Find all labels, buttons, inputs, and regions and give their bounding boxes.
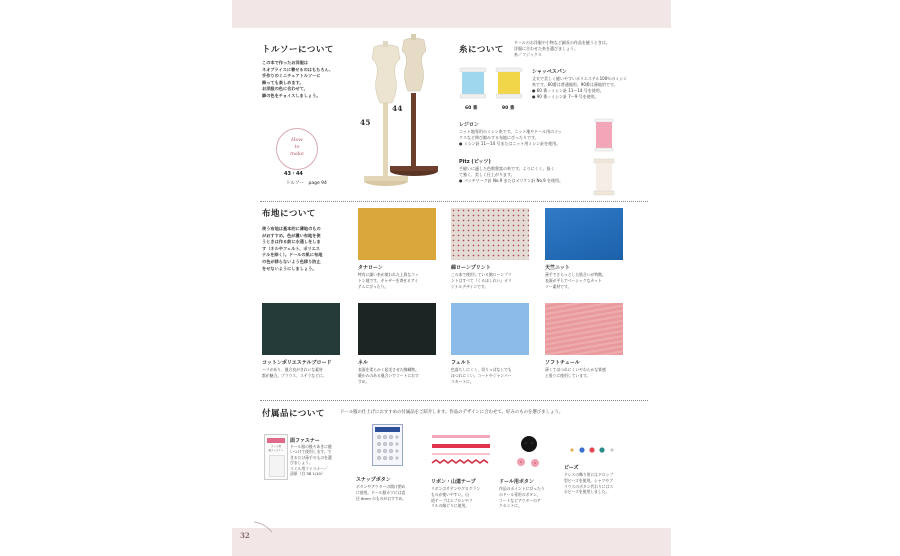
fabric-desc-line: ジナルデザインです。 — [451, 284, 489, 289]
fabric-intro — [262, 226, 354, 272]
torso-ref-page: トルソー page 94 — [286, 181, 327, 186]
pitz-title: Pitz (ピッツ) — [459, 159, 491, 165]
swatch-jersey-knit — [545, 208, 623, 260]
fabric-desc-line: トン地です。ギャザーを寄せるアイ — [358, 278, 419, 283]
notion-desc-line: ラウスのボタン代わりにはス — [564, 483, 614, 489]
thread-intro-line: 糸／フジックス — [514, 52, 542, 57]
notion-desc — [290, 444, 362, 476]
swatch-lawn-print — [451, 208, 529, 260]
fabric-desc-line: 特有に細い糸が使われた上質なコッ — [358, 272, 419, 277]
fabric-name: 綿ローンプリント — [451, 265, 491, 271]
torso-ref-numbers: 43・44 — [284, 171, 303, 177]
notion-name: ビーズ — [564, 465, 579, 471]
howto-line: make — [290, 151, 304, 157]
fabric-desc — [262, 367, 342, 379]
how-to-make-badge — [276, 128, 318, 170]
catalog-page — [232, 0, 671, 556]
schappe-line: 糸です。60番は普通地用、90番は薄地用です。 — [532, 82, 618, 87]
fabric-desc-line: 暖かみのある風合いでコートにおす — [358, 373, 419, 378]
fabric-desc-line: と張りに使用しています。 — [545, 373, 591, 378]
fabric-name: フェルト — [451, 360, 471, 366]
fabric-name: タナローン — [358, 265, 383, 271]
notion-desc — [564, 472, 636, 495]
resilon-spool-photo — [592, 118, 616, 152]
fabric-desc — [358, 272, 438, 290]
notion-desc-line: 型ビーズを使用。シャツやブ — [564, 477, 613, 483]
notion-desc-line: リルの縁どりに使用。 — [431, 503, 469, 509]
notion-name: スナップボタン — [356, 477, 391, 483]
spool-90-label: 90 番 — [502, 106, 515, 111]
notion-desc-line: 清原（白 38 1/10） — [290, 471, 325, 477]
torso-line: 手作りのミニチュアトルソーに — [262, 73, 321, 79]
schappe-line: ● 60 番＝ミシン針 11〜14 号を使用。 — [532, 88, 604, 93]
torso-label-44: 44 — [392, 104, 403, 113]
fabric-desc-line: ハリがあり、風合良がきれいな素材 — [262, 367, 323, 372]
howto-line: to — [294, 144, 300, 150]
snap-card-header — [375, 427, 400, 432]
thread-section-title: 糸について — [459, 45, 504, 55]
notion-desc-line: のドール専用のボタン。 — [499, 491, 541, 497]
schappe-title: シャッペスパン — [532, 69, 567, 75]
notion-desc-line: スミル用ファスナー／ — [290, 465, 328, 471]
fabric-desc — [451, 367, 531, 385]
snap-buttons-grid — [376, 434, 399, 462]
velcro-package-stripe — [267, 438, 285, 443]
resilon-line: ● ミシン針 11〜14 号またはニット用ミシン針を使用。 — [459, 141, 561, 146]
fabric-desc-line: スカートに。 — [451, 379, 474, 384]
velcro-package-label — [266, 445, 286, 452]
fabric-name: 天竺ニット — [545, 265, 570, 271]
resilon-line: ニット地専用のミシン糸です。ニット地やドール用のソッ — [459, 129, 562, 134]
notion-desc-line: ボタンやアウターの開け閉め — [356, 484, 406, 489]
resilon-line: クスなど伸び縮みする布地にぴったりです。 — [459, 135, 539, 140]
notion-desc-line: いつけて使用します。で — [290, 449, 332, 455]
notion-name: ドール用ボタン — [499, 479, 534, 485]
velcro-package-photo — [264, 434, 288, 480]
notion-desc-line: 径 6mm のものがおすすめ。 — [356, 495, 407, 501]
page-number: 32 — [240, 531, 250, 540]
thread-intro-line: 洋服に合わせた糸を選びましょう。 — [514, 46, 578, 51]
section-divider — [260, 201, 648, 202]
pitz-description — [459, 166, 594, 184]
torso-line: 脚の色をチョイスしましょう。 — [262, 92, 321, 98]
torso-line: ネオブライスに着せるのはもちろん、 — [262, 66, 334, 72]
torso-photo — [350, 33, 450, 193]
fabric-desc-line: 薄くてほつれにくいやわらかな質感 — [545, 367, 606, 372]
resilon-description — [459, 129, 594, 147]
notions-intro: ドール服の仕上げにおすすめの付属品をご紹介します。作品のデザインに合わせて、好みのものを選びましょう。 — [340, 410, 564, 415]
notion-desc-line: きるだけ薄手のものを選 — [290, 454, 332, 460]
fabric-intro-line: がおすすめ。色が濃い布地を使 — [262, 232, 321, 238]
swatch-cotton-poly-broad — [262, 303, 340, 355]
section-divider — [260, 400, 648, 401]
torso-line: 飾っても楽しめます。 — [262, 79, 304, 85]
fabric-desc — [545, 272, 625, 290]
notion-desc — [431, 486, 495, 509]
corner-curve-decoration — [254, 521, 274, 533]
fabric-desc-line: ソー素材です。 — [545, 284, 572, 289]
pitz-line: ● パッチワーク針 No.9 またはメリケン針 No.9 を使用。 — [459, 178, 563, 183]
fabric-desc-line: テムにぴったり。 — [358, 284, 389, 289]
pitz-line: て強く、美しく仕上がります。 — [459, 172, 515, 177]
notion-desc-line: ものが使いやすい。山 — [431, 491, 469, 497]
torso-section-title: トルソーについて — [262, 45, 334, 55]
fabric-desc-line: 表面を柔らかく起毛させた綿織物。 — [358, 367, 419, 372]
fabric-desc-line: ントはすべて『くるほしれい』オリ — [451, 278, 512, 283]
notion-desc-line: 道テープはエプロンやフ — [431, 497, 473, 503]
ribbons-photo — [430, 432, 492, 470]
bottom-band — [232, 528, 671, 556]
swatch-flannel — [358, 303, 436, 355]
notion-desc-line: 作品のポイントにぴったり — [499, 486, 545, 491]
notion-desc-line: に使用。ドール服カツには直 — [356, 489, 406, 495]
fabric-section-title: 布地について — [262, 209, 316, 219]
fabric-desc — [545, 367, 625, 379]
package-text-line: スミル用 — [270, 445, 281, 448]
fabric-desc-line: この本で使用している綿ローンプリ — [451, 272, 512, 277]
torso-line: この本で作ったお洋服は — [262, 60, 309, 65]
notion-desc-line: ドレスの飾り用にはドロップ — [564, 472, 614, 477]
torso-label-45: 45 — [360, 118, 371, 127]
spool-60-label: 60 番 — [465, 106, 478, 111]
torso-line: お洋服の色に合わせて、 — [262, 86, 308, 92]
fabric-desc — [358, 367, 438, 385]
swatch-felt — [451, 303, 529, 355]
fabric-desc-line: すめ。 — [358, 379, 370, 384]
fabric-desc — [451, 272, 531, 290]
pitz-line: 手縫いに適した色数豊富の糸です。よりにくく、扱く — [459, 166, 555, 171]
fabric-intro-line: の色が移らないよう色移り防止 — [262, 258, 321, 264]
thread-intro — [514, 40, 664, 58]
schappe-line: 丈夫で美しく縫いやすいポリエステル100％のミシン — [532, 76, 628, 81]
notions-section-title: 付属品について — [262, 409, 325, 419]
velcro-strip — [269, 455, 285, 477]
notion-desc-line: コートなどアウターのア — [499, 497, 541, 503]
top-band — [232, 0, 671, 28]
notion-desc-line: ドール服の後ろあきに縫 — [290, 444, 332, 449]
notion-desc-line: びましょう。 — [290, 460, 313, 466]
notion-name: 面ファスナー — [290, 438, 320, 444]
fabric-intro-line: テルを除く）。ドールの肌に布地 — [262, 252, 323, 258]
fabric-desc-line: 表面が平らでベーシックなカット — [545, 278, 602, 283]
fabric-intro-line: をせないようにしましょう。 — [262, 265, 317, 271]
fabric-desc-line: 薄手でさらっとした肌合いが特徴。 — [545, 272, 606, 277]
fabric-name: ネル — [358, 360, 369, 366]
fabric-intro-line: うときは作る前に水通しをしま — [262, 239, 321, 245]
notion-desc-line: リボンはサテンやグログラン — [431, 486, 481, 491]
thread-intro-line: ドールのお洋服や小物など細長の作品を縫うときは、 — [514, 40, 610, 45]
notion-desc-line: クセントに。 — [499, 503, 522, 509]
fabric-name: コットンポリエステルブロード — [262, 360, 332, 366]
schappe-description — [532, 76, 672, 100]
swatch-tana-lawn — [358, 208, 436, 260]
howto-line: How — [291, 137, 303, 143]
schappe-spools-photo — [458, 66, 528, 106]
notion-desc — [356, 484, 428, 501]
swatch-soft-tulle — [545, 303, 623, 355]
doll-buttons-photo — [504, 432, 554, 474]
beads-photo — [564, 436, 624, 466]
package-text-line: 面ファスナー — [268, 448, 284, 452]
notion-name: リボン・山道テープ — [431, 479, 476, 485]
schappe-line: ● 90 番＝ミシン針 7〜9 号を使用。 — [532, 94, 599, 99]
pitz-spool-photo — [592, 158, 616, 196]
resilon-title: レジロン — [459, 122, 479, 128]
fabric-desc-line: 色落ちしにくく、切りっぱなしでも — [451, 367, 512, 372]
snap-button-card-photo — [372, 424, 403, 466]
fabric-intro-line: 使う布地は基本的に薄地のもの — [262, 226, 321, 231]
fabric-name: ソフトチュール — [545, 360, 580, 366]
notion-desc — [499, 486, 563, 509]
fabric-desc-line: 都が魅力。ブラウス、ステラなどに。 — [262, 373, 327, 378]
fabric-intro-line: す（ネルやフェルト、ポリエス — [262, 245, 320, 251]
notion-desc-line: ポビーズを使用しました。 — [564, 489, 610, 495]
fabric-desc-line: ほつれにくい。コートやジャンパー — [451, 373, 512, 378]
